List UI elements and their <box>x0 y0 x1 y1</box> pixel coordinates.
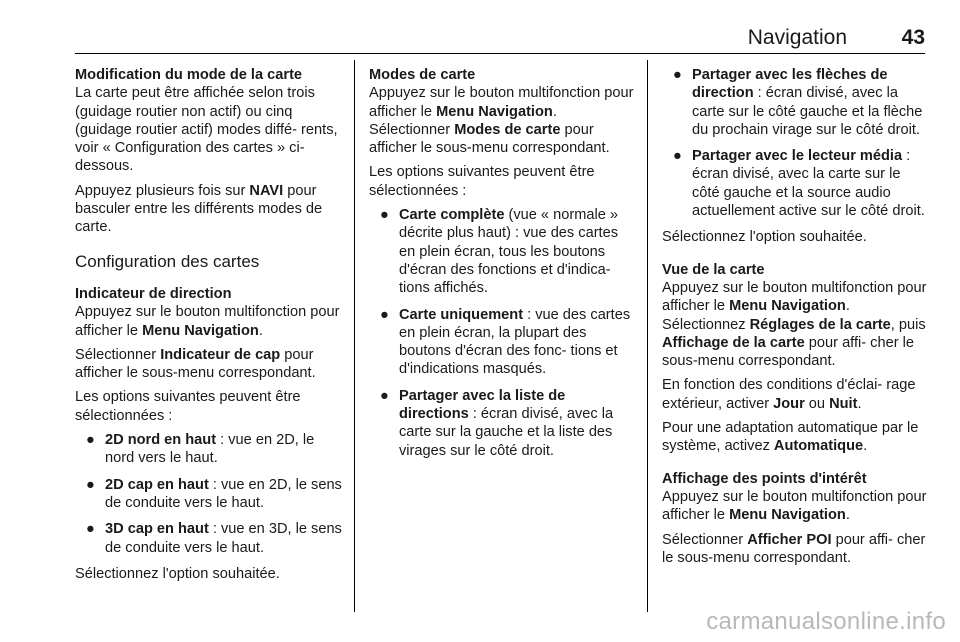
bullet-icon: ● <box>673 148 682 165</box>
paragraph: Sélectionner Indicateur de cap pour afficher le sous-menu correspondant. <box>75 346 316 382</box>
column-3 <box>662 66 930 573</box>
header-rule <box>75 53 925 54</box>
list-item: ● Partager avec le lecteur média : écran divisé, avec la carte sur le côté gauche et la source audio actuellement active sur le côté droit. <box>673 148 925 220</box>
watermark-link[interactable]: carmanualsonline.info <box>706 608 946 635</box>
section-heading: Configuration des cartes <box>75 251 260 271</box>
paragraph: Les options suivantes peuvent être sélectionnées : <box>75 389 301 424</box>
bullet-icon: ● <box>86 521 95 538</box>
bullet-icon: ● <box>86 476 95 493</box>
list-item: ● 2D nord en haut : vue en 2D, le nord vers le haut. <box>86 432 315 467</box>
list-item: ● Carte complète (vue « normale » décrite plus haut) : vue des cartes en plein écran, tous les boutons d'écran des fonctions et d'indica- tions affichés. <box>380 207 619 297</box>
section-title: Modification du mode de la carte <box>75 67 303 83</box>
option-list <box>662 66 930 220</box>
bullet-icon: ● <box>673 67 682 83</box>
paragraph: En fonction des conditions d'éclai- rage extérieur, activer Jour ou Nuit. <box>662 377 916 412</box>
paragraph: Sélectionnez Réglages de la carte, puis Affichage de la carte pour affi- cher le sous-menu correspondant. <box>662 316 926 370</box>
paragraph: Sélectionnez l'option souhaitée. <box>75 565 280 582</box>
paragraph: Sélectionner Modes de carte pour afficher le sous-menu correspondant. <box>369 121 610 157</box>
page-number: 43 <box>901 26 925 49</box>
section-title: Vue de la carte <box>662 261 765 278</box>
list-item: ● Carte uniquement : vue des cartes en plein écran, la plupart des boutons d'écran des fonc- tions et d'indications masqués. <box>380 306 631 378</box>
paragraph: Appuyez sur le bouton multifonction pour afficher le Menu Navigation. <box>75 304 340 339</box>
section-title: Indicateur de direction <box>75 285 232 302</box>
option-list <box>75 431 343 557</box>
bullet-icon: ● <box>380 207 389 224</box>
paragraph: Appuyez sur le bouton multifonction pour afficher le Menu Navigation. <box>662 279 927 315</box>
list-item: ● Partager avec la liste de directions : écran divisé, avec la carte sur la gauche et la liste des virages sur le côté droit. <box>380 387 614 459</box>
paragraph: Les options suivantes peuvent être sélectionnées : <box>369 164 595 199</box>
bullet-icon: ● <box>380 387 389 404</box>
paragraph: Sélectionnez l'option souhaitée. <box>662 229 867 246</box>
list-item: ● 3D cap en haut : vue en 3D, le sens de conduite vers le haut. <box>86 521 342 556</box>
section-title: Affichage des points d'intérêt <box>662 470 867 487</box>
page-title: Navigation <box>747 26 847 49</box>
section-title: Modes de carte <box>369 67 476 83</box>
column-divider-1 <box>354 60 355 612</box>
page-header <box>75 0 925 56</box>
paragraph: La carte peut être affichée selon trois (guidage routier non actif) ou cinq (guidage routier actif) modes diffé- rents, voir « Configuration des cartes » ci-dessous. <box>75 85 338 175</box>
column-divider-2 <box>647 60 648 612</box>
column-2 <box>369 66 635 468</box>
bullet-icon: ● <box>86 432 95 449</box>
option-list <box>369 206 635 460</box>
column-1 <box>75 66 343 589</box>
paragraph: Appuyez plusieurs fois sur NAVI pour basculer entre les différents modes de carte. <box>75 182 323 236</box>
paragraph: Pour une adaptation automatique par le système, activez Automatique. <box>662 420 919 455</box>
paragraph: Appuyez sur le bouton multifonction pour afficher le Menu Navigation. <box>662 488 927 524</box>
button-ref-navi: NAVI <box>249 182 284 199</box>
paragraph: Sélectionner Afficher POI pour affi- cher le sous-menu correspondant. <box>662 531 926 566</box>
list-item: ● Partager avec les flèches de direction : écran divisé, avec la carte sur le côté gauche et la flèche du prochain virage sur le côté droit. <box>673 67 923 138</box>
paragraph: Appuyez sur le bouton multifonction pour afficher le Menu Navigation. <box>369 85 634 120</box>
list-item: ● 2D cap en haut : vue en 2D, le sens de conduite vers le haut. <box>86 476 342 511</box>
bullet-icon: ● <box>380 306 389 323</box>
